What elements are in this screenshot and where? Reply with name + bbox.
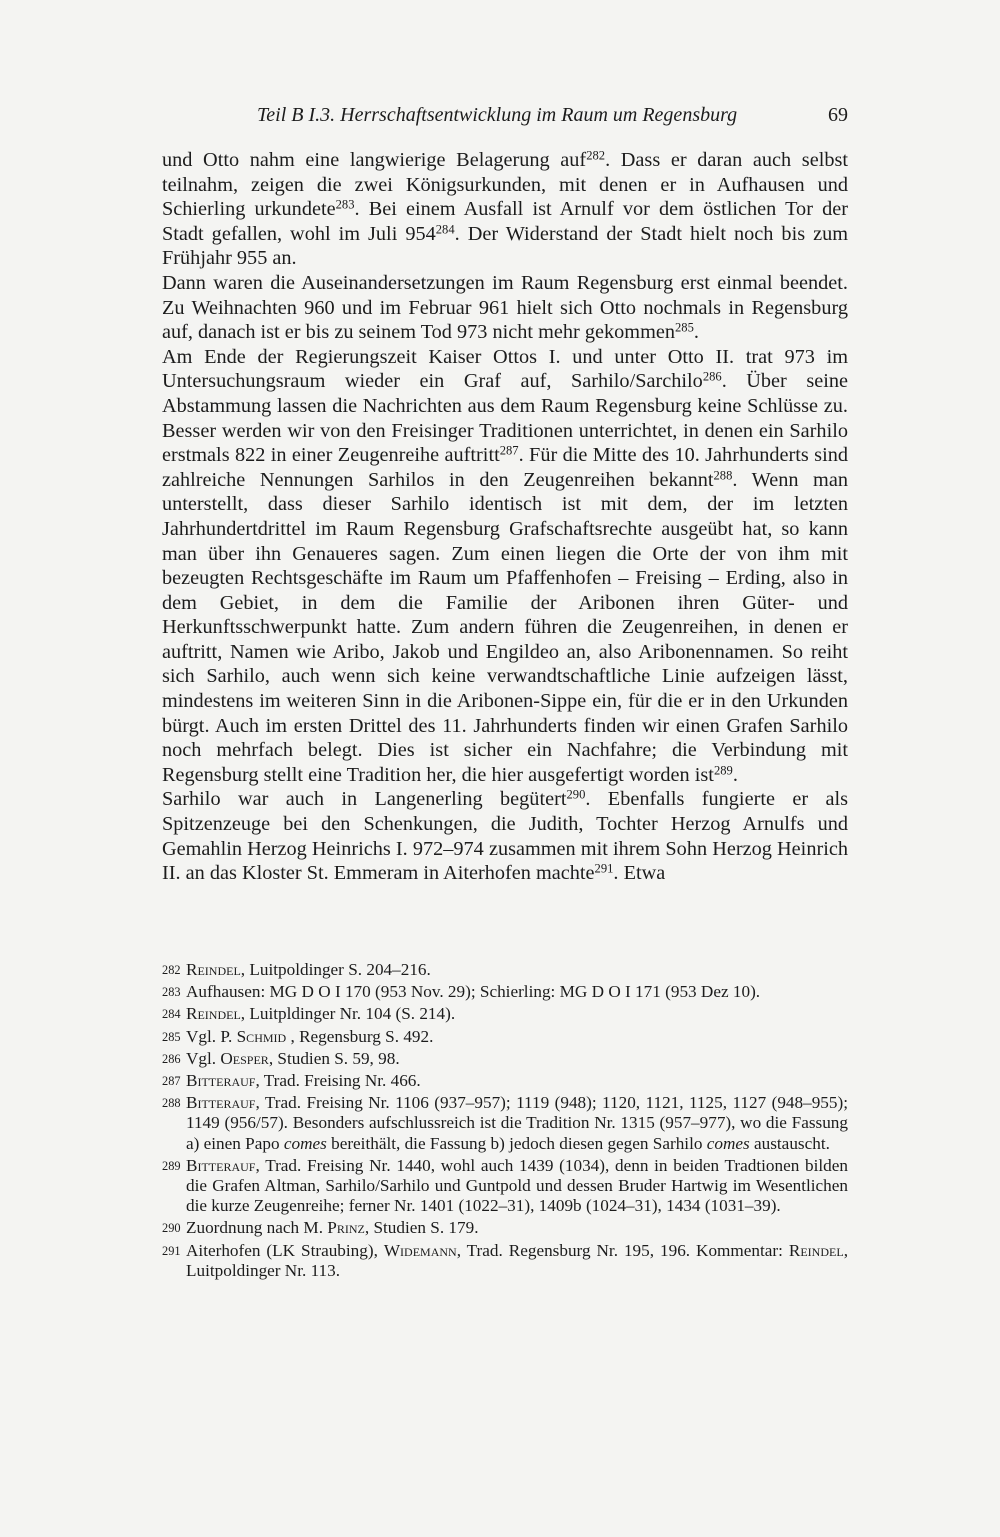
footnote-number: 290 bbox=[162, 1221, 181, 1236]
footnote bbox=[162, 960, 848, 980]
footnote-text: , Trad. Freising Nr. 466. bbox=[255, 1071, 421, 1091]
footnote-text: , Trad. Freising Nr. 1440, wohl auch 1439 (1034), denn in beiden Tradtionen bilden die Grafen Altman, Sarhilo/Sarhilo und Guntpold und dessen Bruder Hartwig im Wesentlichen die kurze Zeugenreihe; ferner Nr. 1401 (1022–31), 1409b (1024–31), 1434 (1031–39). bbox=[186, 1155, 848, 1216]
footnote-ref: 290 bbox=[566, 788, 586, 803]
footnote-text: Aufhausen: MG D O I 170 (953 Nov. 29); Schierling: MG D O I 171 (953 Dez 10). bbox=[186, 982, 761, 1002]
footnote-number: 283 bbox=[162, 985, 181, 1000]
footnote-text: , Luitpoldinger S. 204–216. bbox=[240, 960, 431, 979]
footnote-prefix: Vgl. P. bbox=[186, 1026, 237, 1046]
text-run: . Über seine Abstammung lassen die Nachrichten aus dem Raum Regensburg keine Schlüsse zu. Besser werden wir von den Freisinger Traditionen unterrichtet, in denen ein Sarhilo erstmals 822 in einer Zeugenreihe auftritt bbox=[162, 370, 849, 467]
footnote bbox=[162, 982, 848, 1002]
author-name: Reindel bbox=[186, 960, 241, 979]
footnote-text: , Studien S. 179. bbox=[364, 1218, 479, 1238]
text-run: . Dass er daran auch selbst teilnahm, zeigen die zwei Königsurkunden, mit denen er in Aufhausen und Schierling urkundete bbox=[162, 149, 848, 221]
footnote bbox=[162, 1218, 848, 1238]
text-run: . Wenn man unterstellt, dass dieser Sarhilo identisch ist mit dem, der im letzten Jahrhundertdrittel im Raum Regensburg Grafschaftsrechte ausgeübt hat, so kann man über ihn Genaueres sagen. Zum einen liegen die Orte der von ihm mit bezeugten Rechtsgeschäfte im Raum um Pfaffenhofen – Freising – Erding, also in dem Gebiet, in dem die Familie der Aribonen ihren Güter- und Herkunftsschwerpunkt hatte. Zum andern führen die Zeugenreihen, in denen er auftritt, Namen wie Aribo, Jakob und Engildeo an, also Aribonennamen. So reiht sich Sarhilo, auch wenn sich keine verwandtschaftliche Linie aufzeigen lässt, mindestens im weiteren Sinn in die Aribonen-Sippe ein, für die er in den Urkunden bürgt. Auch im ersten Drittel des 11. Jahrhunderts finden wir einen Grafen Sarhilo noch mehrfach belegt. Dies ist sicher ein Nachfahre; die Verbindung mit Regensburg stellt eine Tradition her, die hier ausgefertigt worden ist bbox=[162, 468, 848, 786]
footnote-number: 288 bbox=[162, 1096, 181, 1111]
author-name: Bitterauf bbox=[186, 1071, 256, 1091]
footnote bbox=[162, 1004, 848, 1024]
latin-term: comes bbox=[706, 1133, 750, 1153]
paragraph bbox=[162, 271, 848, 345]
footnote-prefix: Zuordnung nach M. bbox=[186, 1218, 328, 1238]
footnote-ref: 288 bbox=[713, 468, 733, 483]
paragraph bbox=[162, 345, 848, 788]
footnote-number: 285 bbox=[162, 1029, 181, 1044]
paragraph bbox=[162, 787, 848, 885]
paragraph bbox=[162, 148, 848, 271]
footnote-ref: 287 bbox=[499, 443, 519, 458]
running-title: Teil B I.3. Herrschaftsentwicklung im Raum um Regensburg bbox=[257, 104, 738, 126]
author-name: Bitterauf bbox=[186, 1155, 256, 1175]
author-name: Bitterauf bbox=[186, 1093, 256, 1113]
text-run: Sarhilo war auch in Langenerling begütert bbox=[162, 788, 567, 811]
footnote-ref: 286 bbox=[702, 370, 722, 385]
main-text bbox=[162, 148, 848, 886]
text-run: Dann waren die Auseinandersetzungen im Raum Regensburg erst einmal beendet. Zu Weihnachten 960 und im Februar 961 hielt sich Otto nochmals in Regensburg auf, danach ist er bis zu seinem Tod 973 nicht mehr gekommen bbox=[162, 271, 848, 344]
text-run: und Otto nahm eine langwierige Belagerung auf bbox=[162, 149, 587, 171]
footnote-text: , Luitpoldinger Nr. 113. bbox=[186, 1240, 848, 1280]
footnote-text: , Trad. Freising Nr. 1106 (937–957); 1119 (948); 1120, 1121, 1125, 1127 (948–955); 1149 (956/57). Besonders aufschlussreich ist die Tradition Nr. 1315 (957–977), wo die Fassung a) einen Papo bbox=[186, 1093, 848, 1153]
footnote-ref: 289 bbox=[713, 763, 733, 778]
footnote-ref: 284 bbox=[435, 222, 455, 237]
footnotes bbox=[162, 960, 848, 1283]
text-run: . Der Widerstand der Stadt hielt noch bis zum Frühjahr 955 an. bbox=[162, 222, 849, 270]
footnote-text: , Trad. Regensburg Nr. 195, 196. Kommentar: bbox=[456, 1240, 789, 1260]
footnote bbox=[162, 1049, 848, 1069]
author-name: Widemann bbox=[383, 1240, 457, 1260]
footnote-prefix: Aiterhofen (LK Straubing), bbox=[186, 1240, 384, 1260]
footnote bbox=[162, 1241, 848, 1281]
text-run: . bbox=[732, 763, 738, 786]
text-run: . Für die Mitte des 10. Jahrhunderts sind zahlreiche Nennungen Sarhilos in den Zeugenreihen bekannt bbox=[162, 444, 848, 491]
footnote bbox=[162, 1156, 848, 1217]
author-name: Reindel bbox=[788, 1240, 844, 1260]
footnote-number: 286 bbox=[162, 1051, 181, 1066]
text-run: . bbox=[693, 321, 699, 344]
footnote bbox=[162, 1027, 848, 1047]
footnote-number: 287 bbox=[162, 1074, 181, 1089]
footnote-text: , Regensburg S. 492. bbox=[286, 1026, 434, 1046]
page-number: 69 bbox=[828, 104, 848, 126]
running-header bbox=[162, 100, 848, 130]
author-name: Reindel bbox=[186, 1004, 241, 1024]
text-run: . Bei einem Ausfall ist Arnulf vor dem östlichen Tor der Stadt gefallen, wohl im Juli 954 bbox=[162, 198, 848, 245]
footnote-number: 284 bbox=[162, 1007, 181, 1022]
footnote-number: 291 bbox=[162, 1243, 181, 1258]
footnote-prefix: Vgl. bbox=[186, 1048, 221, 1068]
footnote-number: 282 bbox=[162, 963, 181, 977]
footnote-number: 289 bbox=[162, 1158, 181, 1173]
footnote-text: , Studien S. 59, 98. bbox=[268, 1048, 400, 1068]
footnote-ref: 282 bbox=[586, 148, 606, 163]
footnote-text: bereithält, die Fassung b) jedoch diesen gegen Sarhilo bbox=[326, 1133, 707, 1153]
text-run: . Etwa bbox=[613, 862, 666, 885]
author-name: Oesper bbox=[220, 1048, 269, 1068]
footnote-ref: 283 bbox=[335, 197, 355, 212]
footnote bbox=[162, 1071, 848, 1091]
author-name: Prinz bbox=[327, 1218, 365, 1238]
footnote-ref: 291 bbox=[594, 861, 614, 876]
latin-term: comes bbox=[283, 1133, 327, 1153]
text-run: . Ebenfalls fungierte er als Spitzenzeuge bei den Schenkungen, die Judith, Tochter Herzog Arnulfs und Gemahlin Herzog Heinrichs I. 972–974 zusammen mit ihrem Sohn Herzog Heinrich II. an das Kloster St. Emmeram in Aiterhofen machte bbox=[162, 788, 848, 885]
text-run: Am Ende der Regierungszeit Kaiser Ottos I. und unter Otto II. trat 973 im Untersuchungsraum wieder ein Graf auf, Sarhilo/Sarchilo bbox=[162, 345, 848, 393]
footnote-ref: 285 bbox=[675, 320, 694, 335]
author-name: Schmid bbox=[236, 1026, 287, 1046]
footnote-text: , Luitpldinger Nr. 104 (S. 214). bbox=[240, 1004, 456, 1024]
footnote bbox=[162, 1093, 848, 1154]
footnote-text: austauscht. bbox=[749, 1133, 830, 1153]
